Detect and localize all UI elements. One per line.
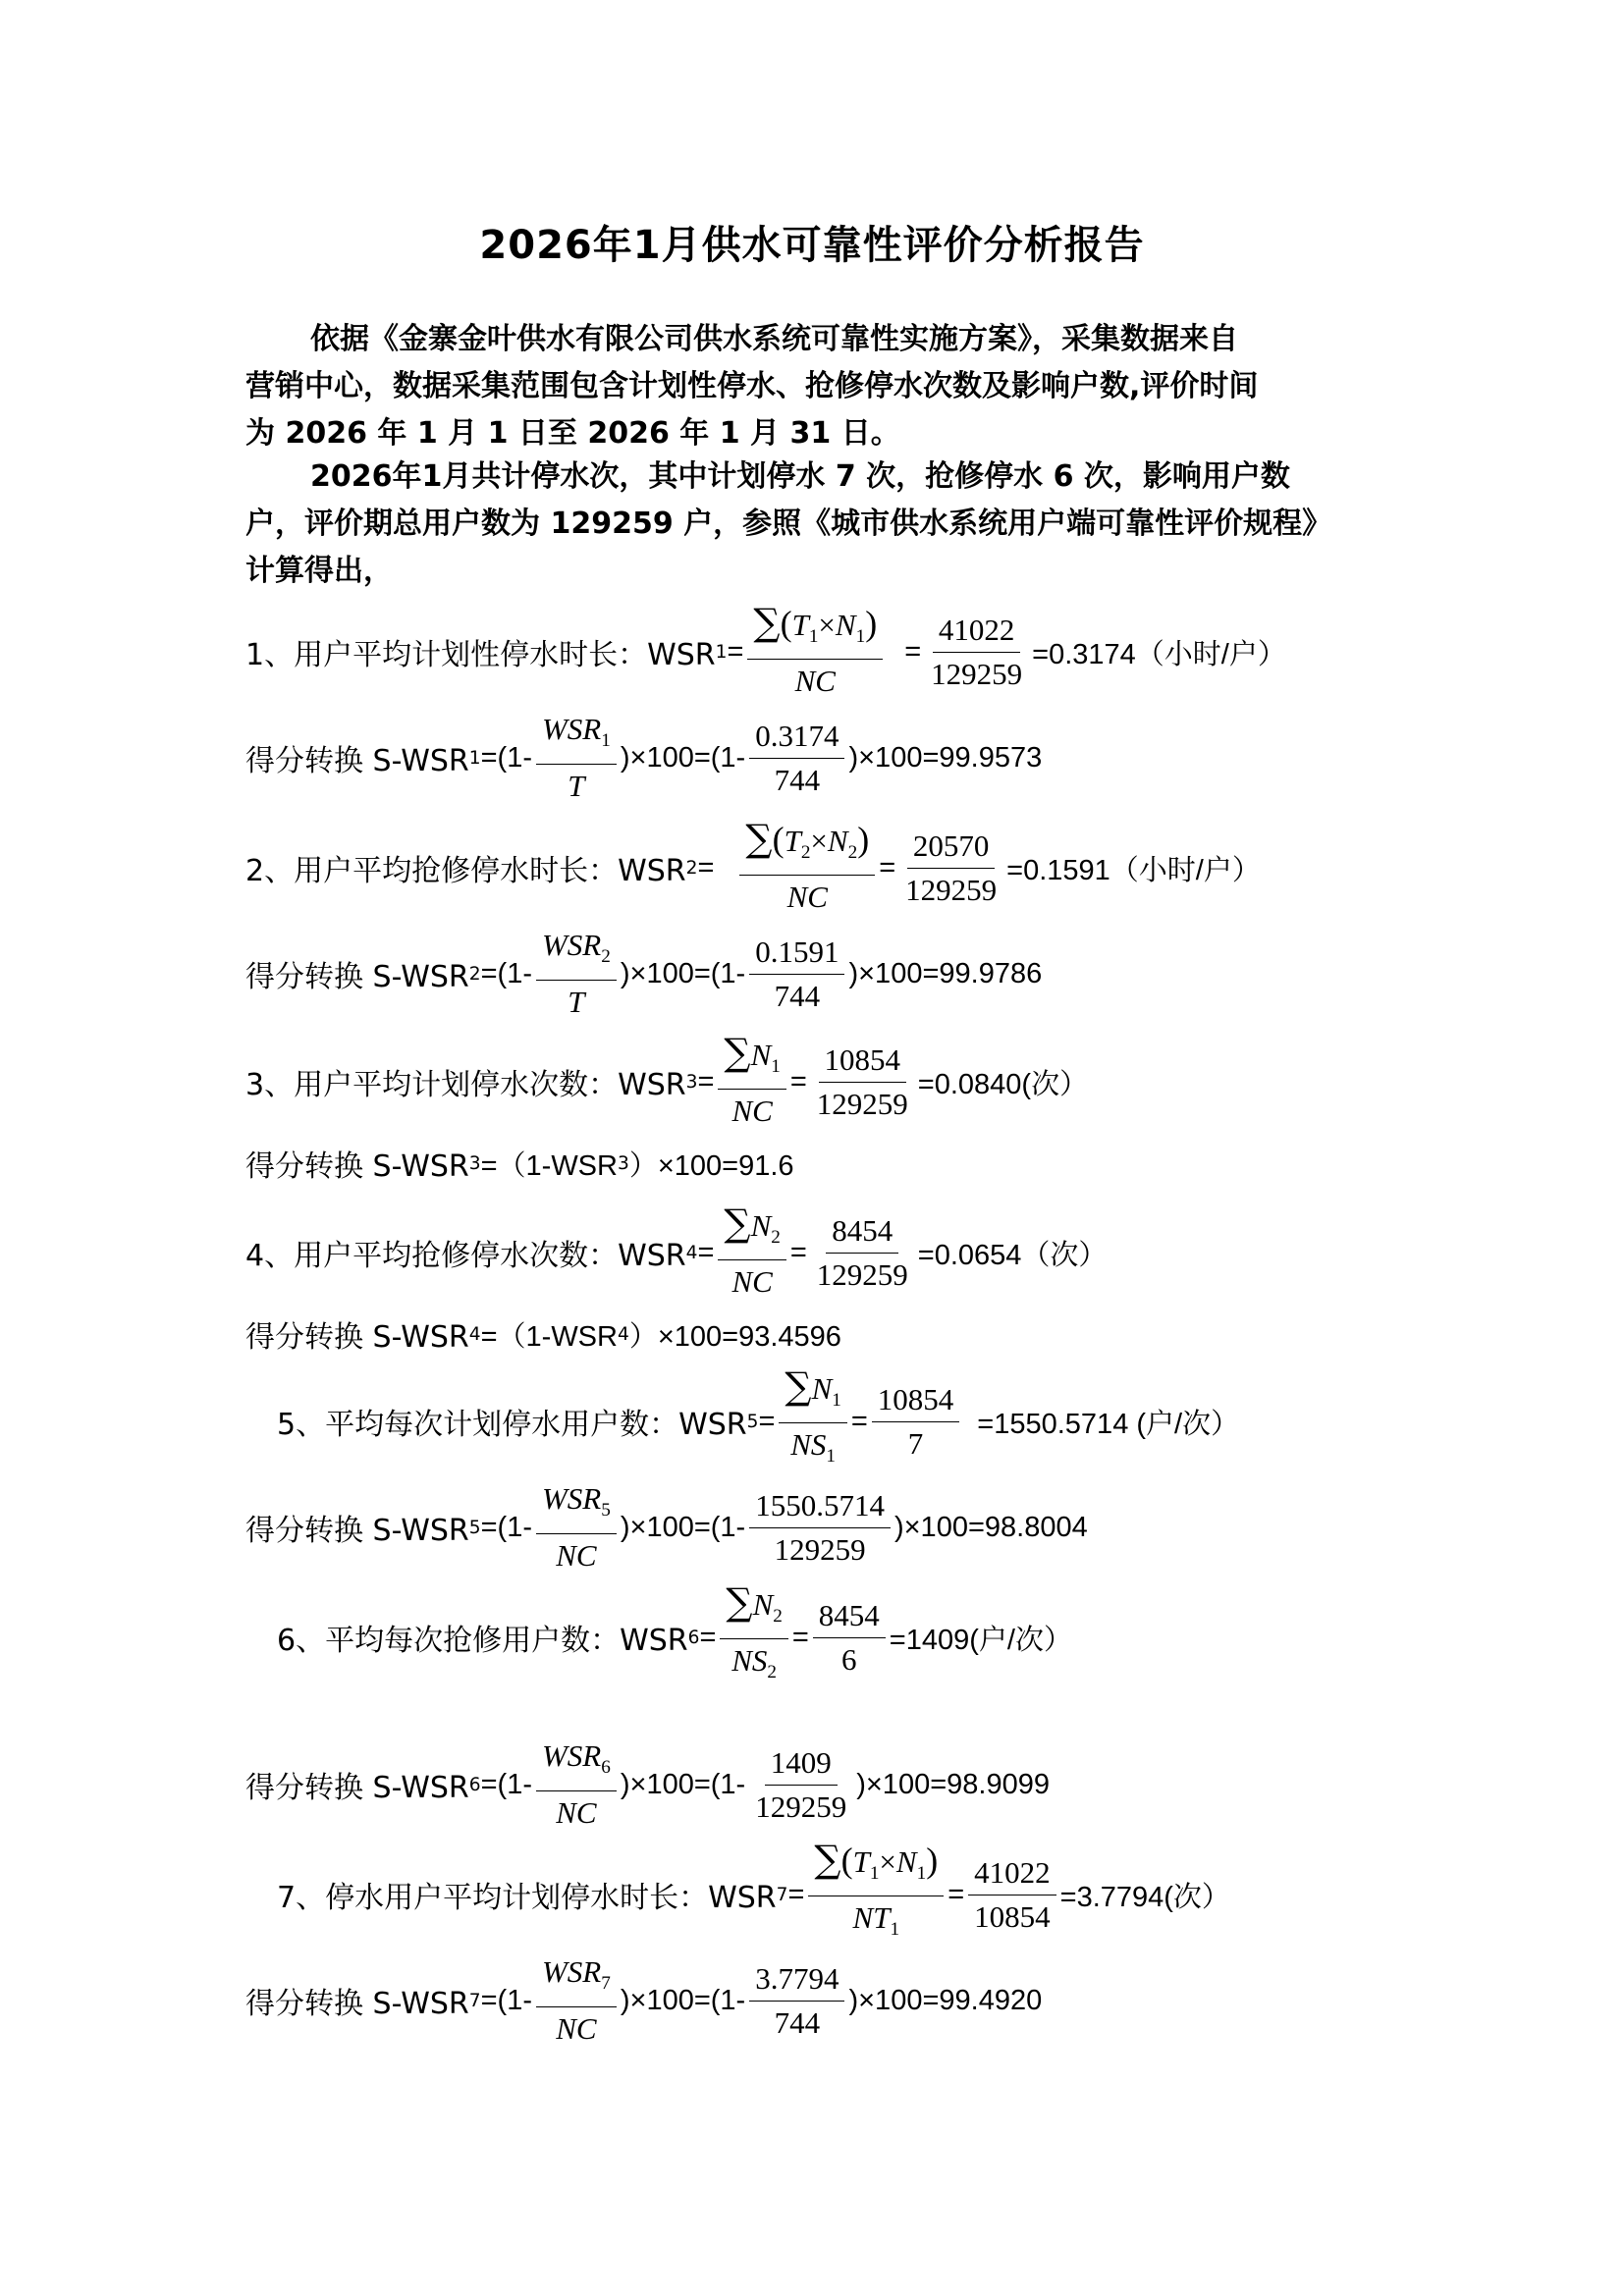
page-title: 2026年1月供水可靠性评价分析报告 bbox=[479, 223, 1145, 268]
value-fraction: $\frac{10854}{7}$ bbox=[872, 1380, 960, 1464]
score-2: 得分转换 S-WSR 2 = (1- $\frac{WSR_2}{T}$ )×100=(1- $\frac{0.1591}{744}$ )×100= 99.9786 bbox=[245, 925, 1473, 1023]
formula-label: 2、用户平均抢修停水时长：WSR bbox=[245, 854, 686, 888]
score-label: 得分转换 S-WSR bbox=[245, 1987, 469, 2021]
formula-1: 1、用户平均计划性停水时长：WSR 1 = $\frac{\sum(T_1\times N_1)}{NC}$ = $\frac{41022}{129259}$ =0.3174（小时/户） bbox=[245, 603, 1473, 701]
value-fraction: $\frac{8454}{6}$ bbox=[813, 1596, 886, 1680]
formula-label: 3、用户平均计划停水次数：WSR bbox=[245, 1068, 686, 1102]
formula-4: 4、用户平均抢修停水次数：WSR 4 = $\frac{\sum N_2}{NC}$ = $\frac{8454}{129259}$ =0.0654（次） bbox=[245, 1203, 1473, 1302]
sum-fraction: $\frac{\sum N_1}{NS_1}$ bbox=[779, 1366, 846, 1476]
score-result: ）×100=93.4596 bbox=[628, 1320, 841, 1353]
intro-paragraph-1 bbox=[245, 316, 1384, 457]
ratio-fraction: $\frac{WSR_1}{T}$ bbox=[536, 710, 617, 805]
formula-result: =0.3174（小时/户） bbox=[1032, 638, 1286, 670]
formula-result: =0.0654（次） bbox=[917, 1239, 1108, 1271]
value-fraction: $\frac{3.7794}{744}$ bbox=[749, 1959, 844, 2043]
ratio-fraction: $\frac{WSR_5}{NC}$ bbox=[536, 1479, 617, 1575]
formula-7: 7、停水用户平均计划停水时长：WSR 7 = $\frac{\sum(T_1\times N_1)}{NT_1}$ = $\frac{41022}{10854}$ =3.7794(次） bbox=[277, 1845, 1504, 1944]
sum-symbol: ∑ bbox=[745, 816, 773, 860]
value-fraction: $\frac{41022}{10854}$ bbox=[968, 1853, 1056, 1937]
formula-result: =3.7794(次） bbox=[1059, 1881, 1230, 1913]
formula-result: =0.1591（小时/户） bbox=[1006, 854, 1261, 886]
formula-result: =1409(户/次） bbox=[889, 1624, 1072, 1656]
value-fraction: $\frac{1550.5714}{129259}$ bbox=[749, 1486, 891, 1570]
formula-5: 5、平均每次计划停水用户数：WSR 5 = $\frac{\sum N_1}{NS_1}$ = $\frac{10854}{7}$ =1550.5714 (户/次） bbox=[277, 1372, 1504, 1470]
sum-fraction: $\frac{\sum(T_2\times N_2)}{NC}$ bbox=[739, 819, 875, 917]
intro-line: 依据《金寨金叶供水有限公司供水系统可靠性实施方案》，采集数据来自 bbox=[310, 322, 1238, 356]
score-label: 得分转换 S-WSR bbox=[245, 1320, 469, 1355]
score-4: 得分转换 S-WSR 4 =（1-WSR 4 ）×100=93.4596 bbox=[245, 1309, 1473, 1359]
score-label: 得分转换 S-WSR bbox=[245, 1149, 469, 1184]
formula-result: =1550.5714 (户/次） bbox=[977, 1408, 1240, 1440]
value-fraction: $\frac{10854}{129259}$ bbox=[816, 1041, 908, 1121]
value-fraction: $\frac{0.3174}{744}$ bbox=[749, 717, 844, 800]
score-7: 得分转换 S-WSR 7 = (1- $\frac{WSR_7}{NC}$ )×100=(1- $\frac{3.7794}{744}$ )×100= 99.4920 bbox=[245, 1951, 1473, 2050]
score-1: 得分转换 S-WSR 1 = (1- $\frac{WSR_1}{T}$ )×100=(1- $\frac{0.3174}{744}$ )×100= 99.9573 bbox=[245, 709, 1473, 807]
sum-symbol: ∑ bbox=[785, 1363, 812, 1408]
sum-symbol: ∑ bbox=[814, 1837, 841, 1881]
score-6: 得分转换 S-WSR 6 = (1- $\frac{WSR_6}{NC}$ )×100=(1- $\frac{1409}{129259}$ )×100= 98.9099 bbox=[245, 1735, 1473, 1834]
score-label: 得分转换 S-WSR bbox=[245, 1771, 469, 1805]
sum-fraction: $\frac{\sum(T_1\times N_1)}{NC}$ bbox=[747, 603, 883, 701]
intro-line: 计算得出， bbox=[245, 554, 393, 588]
score-5: 得分转换 S-WSR 5 = (1- $\frac{WSR_5}{NC}$ )×100=(1- $\frac{1550.5714}{129259}$ )×100= 98.8004 bbox=[245, 1478, 1473, 1576]
ratio-fraction: $\frac{WSR_7}{NC}$ bbox=[536, 1952, 617, 2048]
intro-paragraph-2 bbox=[245, 454, 1384, 595]
sum-symbol: ∑ bbox=[753, 600, 781, 644]
value-fraction: $\frac{0.1591}{744}$ bbox=[749, 933, 844, 1016]
formula-label: 7、停水用户平均计划停水时长：WSR bbox=[277, 1881, 777, 1915]
score-label: 得分转换 S-WSR bbox=[245, 1514, 469, 1548]
formula-2: 2、用户平均抢修停水时长：WSR 2 = $\frac{\sum(T_2\times N_2)}{NC}$ = $\frac{20570}{129259}$ =0.1591（小时/户） bbox=[245, 819, 1473, 917]
ratio-fraction: $\frac{WSR_6}{NC}$ bbox=[536, 1736, 617, 1832]
sum-fraction: $\frac{\sum(T_1\times N_1)}{NT_1}$ bbox=[808, 1840, 944, 1949]
value-fraction: $\frac{1409}{129259}$ bbox=[755, 1744, 847, 1824]
score-result: 99.9786 bbox=[939, 957, 1043, 989]
sum-symbol: ∑ bbox=[724, 1030, 751, 1074]
formula-label: 5、平均每次计划停水用户数：WSR bbox=[277, 1408, 747, 1442]
value-fraction: $\frac{41022}{129259}$ bbox=[931, 612, 1023, 691]
score-label: 得分转换 S-WSR bbox=[245, 960, 469, 994]
intro-line: 营销中心，数据采集范围包含计划性停水、抢修停水次数及影响户数,评价时间 bbox=[245, 369, 1259, 403]
sum-symbol: ∑ bbox=[726, 1579, 753, 1624]
score-result: 98.8004 bbox=[984, 1511, 1088, 1543]
intro-line: 为 2026 年 1 月 1 日至 2026 年 1 月 31 日。 bbox=[245, 416, 900, 451]
formula-6: 6、平均每次抢修用户数：WSR 6 = $\frac{\sum N_2}{NS_2}$ = $\frac{8454}{6}$ =1409(户/次） bbox=[277, 1588, 1504, 1686]
value-fraction: $\frac{20570}{129259}$ bbox=[905, 828, 998, 907]
score-3: 得分转换 S-WSR 3 =（1-WSR 3 ）×100=91.6 bbox=[245, 1139, 1473, 1188]
formula-label: 6、平均每次抢修用户数：WSR bbox=[277, 1624, 688, 1658]
formula-3: 3、用户平均计划停水次数：WSR 3 = $\frac{\sum N_1}{NC}$ = $\frac{10854}{129259}$ =0.0840(次） bbox=[245, 1033, 1473, 1131]
score-label: 得分转换 S-WSR bbox=[245, 744, 469, 778]
value-fraction: $\frac{8454}{129259}$ bbox=[816, 1212, 908, 1292]
sum-fraction: $\frac{\sum N_2}{NC}$ bbox=[718, 1203, 785, 1302]
sum-symbol: ∑ bbox=[724, 1201, 751, 1245]
formula-label: 1、用户平均计划性停水时长：WSR bbox=[245, 638, 716, 672]
eq-sign: = bbox=[727, 635, 744, 667]
sum-fraction: $\frac{\sum N_2}{NS_2}$ bbox=[720, 1582, 787, 1692]
score-result: 99.4920 bbox=[939, 1984, 1043, 2016]
score-result: ）×100=91.6 bbox=[628, 1149, 794, 1182]
score-result: 99.9573 bbox=[939, 741, 1043, 774]
formula-result: =0.0840(次） bbox=[917, 1068, 1089, 1100]
formula-label: 4、用户平均抢修停水次数：WSR bbox=[245, 1239, 686, 1273]
sum-fraction: $\frac{\sum N_1}{NC}$ bbox=[718, 1033, 785, 1131]
ratio-fraction: $\frac{WSR_2}{T}$ bbox=[536, 926, 617, 1021]
score-result: 98.9099 bbox=[947, 1768, 1050, 1800]
intro-line: 2026年1月共计停水次，其中计划停水 7 次，抢修停水 6 次，影响用户数 bbox=[310, 459, 1290, 494]
subscript: 1 bbox=[715, 641, 728, 663]
intro-line: 户，评价期总用户数为 129259 户，参照《城市供水系统用户端可靠性评价规程》 bbox=[245, 507, 1332, 541]
